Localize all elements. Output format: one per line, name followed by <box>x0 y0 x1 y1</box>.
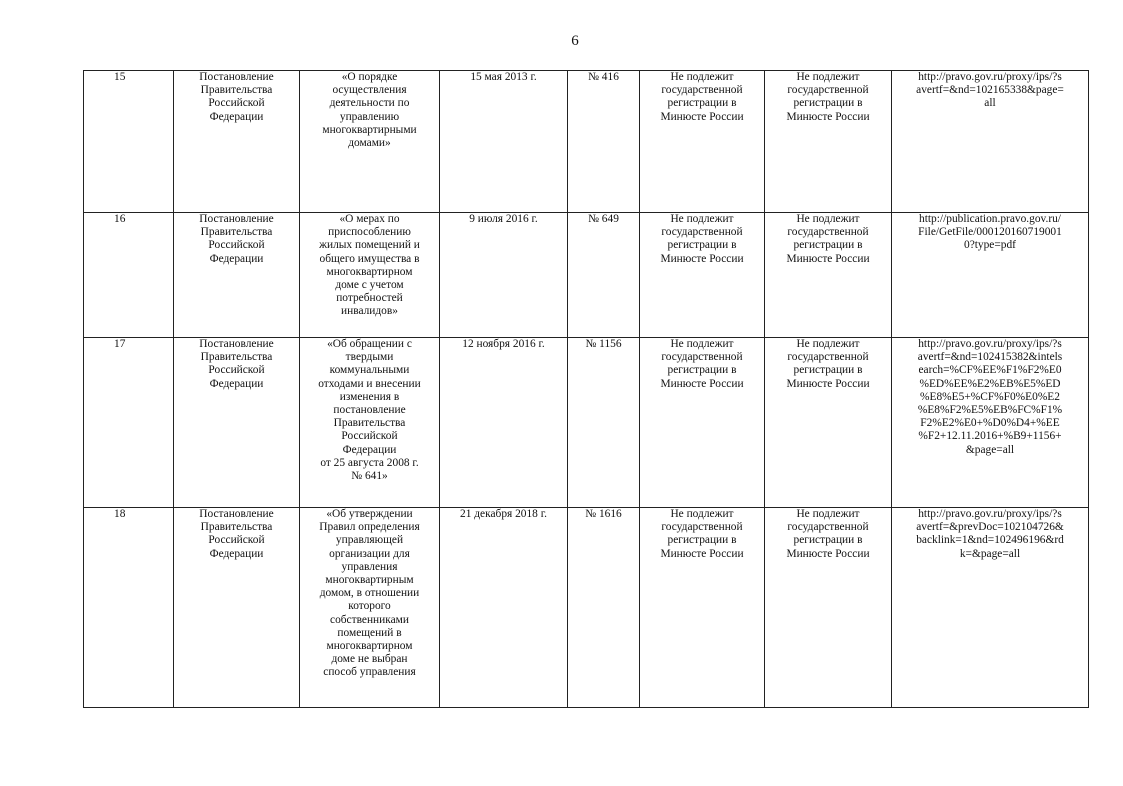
document-title: «Об утверждении Правил определения управляющей организации для управления многоквартирным домом, в отношении которого собственниками помещений в многоквартирном доме не выбран способ управления <box>319 508 420 679</box>
document-link[interactable]: http://publication.pravo.gov.ru/ File/GetFile/000120160719001 0?type=pdf <box>918 213 1062 252</box>
registration-status-2: Не подлежит государственной регистрации в Минюсте России <box>786 338 870 390</box>
document-link[interactable]: http://pravo.gov.ru/proxy/ips/?s avertf=&prevDoc=102104726& backlink=1&nd=102496196&rd k=&page=all <box>916 508 1064 560</box>
document-type: Постановление Правительства Российской Федерации <box>199 213 274 265</box>
document-number-cell <box>568 508 640 708</box>
document-link-cell <box>892 213 1089 338</box>
document-date: 21 декабря 2018 г. <box>460 508 547 520</box>
document-date: 12 ноября 2016 г. <box>462 338 545 350</box>
document-title: «О порядке осуществления деятельности по управлению многоквартирными домами» <box>322 71 417 150</box>
document-link[interactable]: http://pravo.gov.ru/proxy/ips/?s avertf=&nd=102415382&intels earch=%CF%EE%F1%F2%E0 %ED%EE%E2%EB%E5%ED %E8%E5+%CF%F0%E0%E2 %E8%F2%E5%EB%FC%F1% F2%E2%E0+%D0%D4+%EE %F2+12.11.2016+%B9+1156+ &page=all <box>917 338 1063 456</box>
registration-status-cell <box>640 338 765 508</box>
registration-status: Не подлежит государственной регистрации в Минюсте России <box>660 338 744 390</box>
table-row <box>84 338 1089 508</box>
registration-status-cell-2 <box>765 213 892 338</box>
document-link[interactable]: http://pravo.gov.ru/proxy/ips/?s avertf=&nd=102165338&page= all <box>916 71 1064 110</box>
document-type: Постановление Правительства Российской Федерации <box>199 338 274 390</box>
registration-status-cell-2 <box>765 338 892 508</box>
row-number-cell <box>84 213 174 338</box>
document-link-cell <box>892 338 1089 508</box>
document-link-cell <box>892 71 1089 213</box>
document-number: № 1156 <box>585 338 622 350</box>
registration-status: Не подлежит государственной регистрации в Минюсте России <box>660 213 744 265</box>
row-number: 15 <box>114 71 126 83</box>
document-number: № 1616 <box>585 508 622 520</box>
document-title-cell <box>300 71 440 213</box>
row-number-cell <box>84 508 174 708</box>
registration-status: Не подлежит государственной регистрации в Минюсте России <box>660 508 744 560</box>
row-number-cell <box>84 338 174 508</box>
document-title-cell <box>300 213 440 338</box>
document-title: «О мерах по приспособлению жилых помещений и общего имущества в многоквартирном доме с учетом потребностей инвалидов» <box>319 213 420 318</box>
document-date-cell <box>440 71 568 213</box>
registration-status-2: Не подлежит государственной регистрации в Минюсте России <box>786 213 870 265</box>
document-type: Постановление Правительства Российской Федерации <box>199 71 274 123</box>
document-number-cell <box>568 338 640 508</box>
registration-status-2: Не подлежит государственной регистрации в Минюсте России <box>786 71 870 123</box>
registration-status: Не подлежит государственной регистрации в Минюсте России <box>660 71 744 123</box>
document-title-cell <box>300 508 440 708</box>
document-date: 9 июля 2016 г. <box>469 213 538 225</box>
table-row <box>84 71 1089 213</box>
document-type-cell <box>174 71 300 213</box>
registration-status-cell-2 <box>765 71 892 213</box>
registration-status-cell <box>640 213 765 338</box>
document-number: № 649 <box>588 213 619 225</box>
document-number: № 416 <box>588 71 619 83</box>
document-date-cell <box>440 338 568 508</box>
document-number-cell <box>568 213 640 338</box>
document-link-cell <box>892 508 1089 708</box>
table-row <box>84 213 1089 338</box>
document-type-cell <box>174 338 300 508</box>
registration-status-cell-2 <box>765 508 892 708</box>
row-number: 17 <box>114 338 126 350</box>
registration-status-cell <box>640 71 765 213</box>
document-number-cell <box>568 71 640 213</box>
document-title: «Об обращении с твердыми коммунальными отходами и внесении изменения в постановление Правительства Российской Федерации от 25 августа 2008 г. № 641» <box>318 338 421 483</box>
registration-status-cell <box>640 508 765 708</box>
row-number: 16 <box>114 213 126 225</box>
page-number: 6 <box>571 33 579 49</box>
document-type-cell <box>174 213 300 338</box>
row-number-cell <box>84 71 174 213</box>
document-type-cell <box>174 508 300 708</box>
document-title-cell <box>300 338 440 508</box>
documents-table <box>83 70 1089 708</box>
document-type: Постановление Правительства Российской Федерации <box>199 508 274 560</box>
document-date-cell <box>440 213 568 338</box>
table-row <box>84 508 1089 708</box>
document-date: 15 мая 2013 г. <box>470 71 537 83</box>
registration-status-2: Не подлежит государственной регистрации в Минюсте России <box>786 508 870 560</box>
document-date-cell <box>440 508 568 708</box>
row-number: 18 <box>114 508 126 520</box>
